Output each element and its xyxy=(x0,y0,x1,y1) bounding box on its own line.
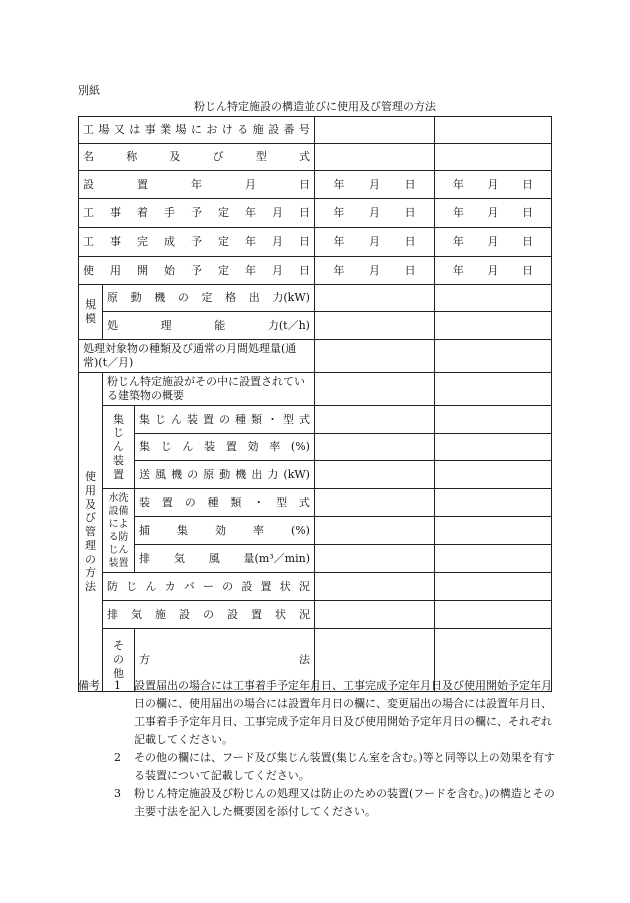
construction-start-2[interactable]: 年 月 日 xyxy=(435,199,552,228)
note-text: その他の欄には、フード及び集じん装置(集じん室を含む。)等と同等以上の効果を有する装置について記載してください。 xyxy=(134,751,555,782)
motor-output-1[interactable] xyxy=(315,285,435,312)
name-type-1[interactable] xyxy=(315,144,435,171)
device-type-1[interactable] xyxy=(315,489,435,517)
facility-number-label: 工 場 又 は 事 業 場 に お け る 施 設 番 号 xyxy=(83,123,310,137)
facility-number-1[interactable] xyxy=(315,117,435,144)
collector-efficiency-label: 集 じ ん 装 置 効 率 (%) xyxy=(139,440,310,454)
building-overview-2[interactable] xyxy=(435,373,552,406)
building-overview-1[interactable] xyxy=(315,373,435,406)
note-number: 1 xyxy=(114,679,121,692)
cover-status-2[interactable] xyxy=(435,573,552,601)
facility-form-table xyxy=(78,116,552,692)
collector-efficiency-2[interactable] xyxy=(435,434,552,461)
collector-type-1[interactable] xyxy=(315,406,435,434)
name-type-2[interactable] xyxy=(435,144,552,171)
name-type-label: 名 称 及 び 型 式 xyxy=(83,150,310,164)
processing-capacity-2[interactable] xyxy=(435,312,552,340)
note-item xyxy=(78,785,558,821)
construction-start-label: 工 事 着 手 予 定 年 月 日 xyxy=(83,206,310,220)
note-item xyxy=(78,749,558,785)
processing-target-1[interactable] xyxy=(315,340,435,373)
device-type-2[interactable] xyxy=(435,489,552,517)
facility-number-2[interactable] xyxy=(435,117,552,144)
device-type-label: 装 置 の 種 類 ・ 型 式 xyxy=(139,495,310,509)
processing-capacity-1[interactable] xyxy=(315,312,435,340)
usage-label: 使 用 及 び 管 理 の 方 法 xyxy=(85,470,96,594)
processing-target-2[interactable] xyxy=(435,340,552,373)
construction-end-label: 工 事 完 成 予 定 年 月 日 xyxy=(83,235,310,249)
use-start-label: 使 用 開 始 予 定 年 月 日 xyxy=(83,263,310,277)
processing-target-label: 処理対象物の種類及び通常の月間処理量(通常)(t／月) xyxy=(79,340,315,373)
method-label: 方 法 xyxy=(139,653,310,667)
notes-label xyxy=(78,785,114,821)
fan-output-label: 送 風 機 の 原 動 機 出 力 (kW) xyxy=(139,467,310,481)
collector-efficiency-1[interactable] xyxy=(315,434,435,461)
capture-rate-2[interactable] xyxy=(435,517,552,545)
note-number: 3 xyxy=(114,787,121,800)
scale-label: 規 模 xyxy=(85,298,96,325)
cover-status-label: 防 じ ん カ バ ー の 設 置 状 況 xyxy=(107,579,310,593)
note-text: 設置届出の場合には工事着手予定年月日、工事完成予定年月日及び使用開始予定年月日の欄に、使用届出の場合には設置年月日の欄に、変更届出の場合には設置年月日、工事着手予定年月日、工事完成予定年月日及び使用開始予定年月日の欄に、それぞれ記載してください。 xyxy=(134,679,552,746)
building-overview-label: 粉じん特定施設がその中に設置されている建築物の概要 xyxy=(103,373,315,406)
dust-collector-label: 集 じ ん 装 置 xyxy=(113,412,124,481)
motor-output-2[interactable] xyxy=(435,285,552,312)
construction-end-2[interactable]: 年 月 日 xyxy=(435,228,552,257)
exhaust-volume-1[interactable] xyxy=(315,545,435,573)
processing-capacity-label: 処 理 能 力(t／h) xyxy=(107,318,310,332)
use-start-2[interactable]: 年 月 日 xyxy=(435,257,552,285)
note-text: 粉じん特定施設及び粉じんの処理又は防止のための装置(フードを含む。)の構造とその主要寸法を記入した概要図を添付してください。 xyxy=(134,787,555,818)
use-start-1[interactable]: 年 月 日 xyxy=(315,257,435,285)
exhaust-facility-label: 排 気 施 設 の 設 置 状 況 xyxy=(107,607,310,621)
exhaust-volume-2[interactable] xyxy=(435,545,552,573)
install-date-1[interactable]: 年 月 日 xyxy=(315,171,435,199)
install-date-2[interactable]: 年 月 日 xyxy=(435,171,552,199)
notes-label xyxy=(78,749,114,785)
fan-output-1[interactable] xyxy=(315,461,435,489)
construction-end-1[interactable]: 年 月 日 xyxy=(315,228,435,257)
notes-section xyxy=(78,677,558,821)
page-title: 粉じん特定施設の構造並びに使用及び管理の方法 xyxy=(194,100,436,113)
construction-start-1[interactable]: 年 月 日 xyxy=(315,199,435,228)
cover-status-1[interactable] xyxy=(315,573,435,601)
note-number: 2 xyxy=(114,751,121,764)
fan-output-2[interactable] xyxy=(435,461,552,489)
collector-type-2[interactable] xyxy=(435,406,552,434)
exhaust-facility-2[interactable] xyxy=(435,601,552,629)
exhaust-volume-label: 排 気 風 量(m³／min) xyxy=(139,551,310,565)
note-item xyxy=(78,677,558,749)
motor-output-label: 原 動 機 の 定 格 出 力(kW) xyxy=(107,291,310,305)
capture-rate-1[interactable] xyxy=(315,517,435,545)
other-label: そ の 他 xyxy=(113,639,124,680)
notes-label: 備考 xyxy=(78,679,100,692)
install-date-label: 設 置 年 月 日 xyxy=(83,177,310,191)
collector-type-label: 集 じ ん 装 置 の 種 類 ・ 型 式 xyxy=(139,412,310,426)
attachment-label: 別紙 xyxy=(78,84,100,97)
water-device-label: 水洗 設備 によ る防 じん 装置 xyxy=(108,492,129,569)
exhaust-facility-1[interactable] xyxy=(315,601,435,629)
capture-rate-label: 捕 集 効 率 (%) xyxy=(139,523,310,537)
